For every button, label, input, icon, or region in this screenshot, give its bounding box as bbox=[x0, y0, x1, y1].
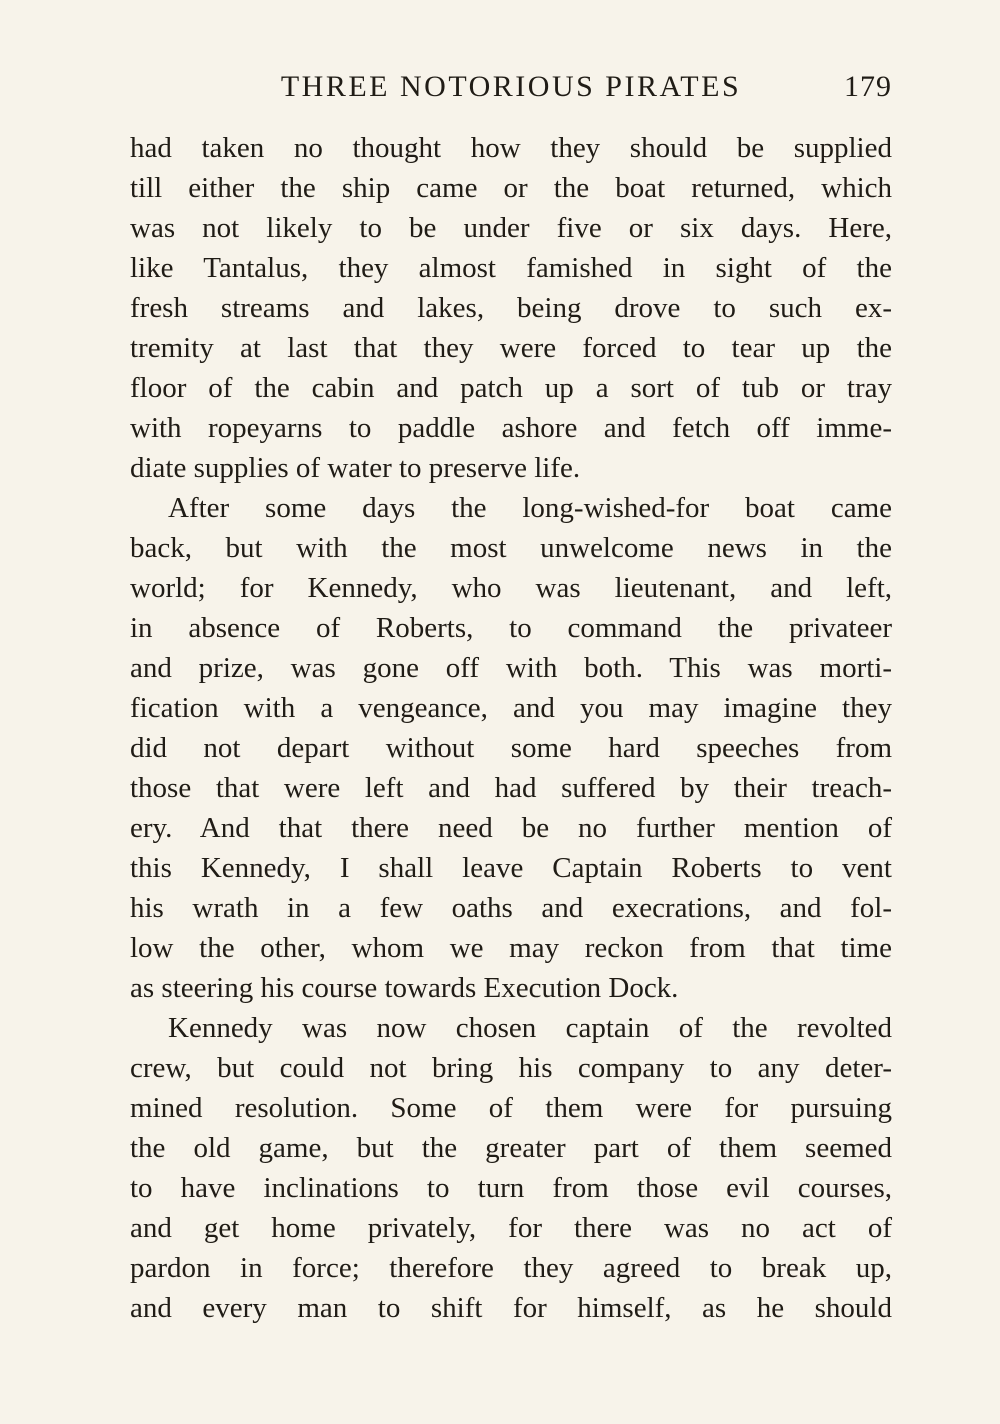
text-line: those that were left and had suffered by their treach- bbox=[130, 772, 892, 804]
text-line: this Kennedy, I shall leave Captain Roberts to vent bbox=[130, 852, 892, 884]
text-line: did not depart without some hard speeches from bbox=[130, 732, 892, 764]
text-line: floor of the cabin and patch up a sort of tub or tray bbox=[130, 372, 892, 404]
text-line: mined resolution. Some of them were for pursuing bbox=[130, 1092, 892, 1124]
text-line: and get home privately, for there was no act of bbox=[130, 1212, 892, 1244]
text-line: to have inclinations to turn from those evil courses, bbox=[130, 1172, 892, 1204]
text-line: pardon in force; therefore they agreed to break up, bbox=[130, 1252, 892, 1284]
text-line: ery. And that there need be no further mention of bbox=[130, 812, 892, 844]
text-line: till either the ship came or the boat returned, which bbox=[130, 172, 892, 204]
text-line: and prize, was gone off with both. This was morti- bbox=[130, 652, 892, 684]
paragraph bbox=[130, 128, 892, 488]
running-head-title: THREE NOTORIOUS PIRATES bbox=[280, 70, 742, 103]
text-line: as steering his course towards Execution Dock. bbox=[130, 972, 679, 1004]
text-line: tremity at last that they were forced to tear up the bbox=[130, 332, 892, 364]
text-line: with ropeyarns to paddle ashore and fetch off imme- bbox=[130, 412, 892, 444]
text-line: fresh streams and lakes, being drove to such ex- bbox=[130, 292, 892, 324]
text-line: back, but with the most unwelcome news in the bbox=[130, 532, 892, 564]
text-line: was not likely to be under five or six days. Here, bbox=[130, 212, 892, 244]
text-line: crew, but could not bring his company to any deter- bbox=[130, 1052, 892, 1084]
text-line: his wrath in a few oaths and execrations, and fol- bbox=[130, 892, 892, 924]
body-text bbox=[130, 128, 892, 1328]
text-line: had taken no thought how they should be supplied bbox=[130, 132, 892, 164]
text-line: After some days the long-wished-for boat came bbox=[168, 492, 892, 524]
paragraph bbox=[130, 1008, 892, 1328]
paragraph bbox=[130, 488, 892, 1008]
text-line: world; for Kennedy, who was lieutenant, and left, bbox=[130, 572, 892, 604]
page-number: 179 bbox=[844, 70, 892, 103]
page-header bbox=[130, 70, 892, 110]
text-line: low the other, whom we may reckon from that time bbox=[130, 932, 892, 964]
text-line: and every man to shift for himself, as he should bbox=[130, 1292, 892, 1324]
text-line: in absence of Roberts, to command the privateer bbox=[130, 612, 892, 644]
text-line: Kennedy was now chosen captain of the revolted bbox=[168, 1012, 892, 1044]
text-line: the old game, but the greater part of them seemed bbox=[130, 1132, 892, 1164]
text-line: diate supplies of water to preserve life. bbox=[130, 452, 581, 484]
text-line: fication with a vengeance, and you may imagine they bbox=[130, 692, 892, 724]
text-line: like Tantalus, they almost famished in sight of the bbox=[130, 252, 892, 284]
